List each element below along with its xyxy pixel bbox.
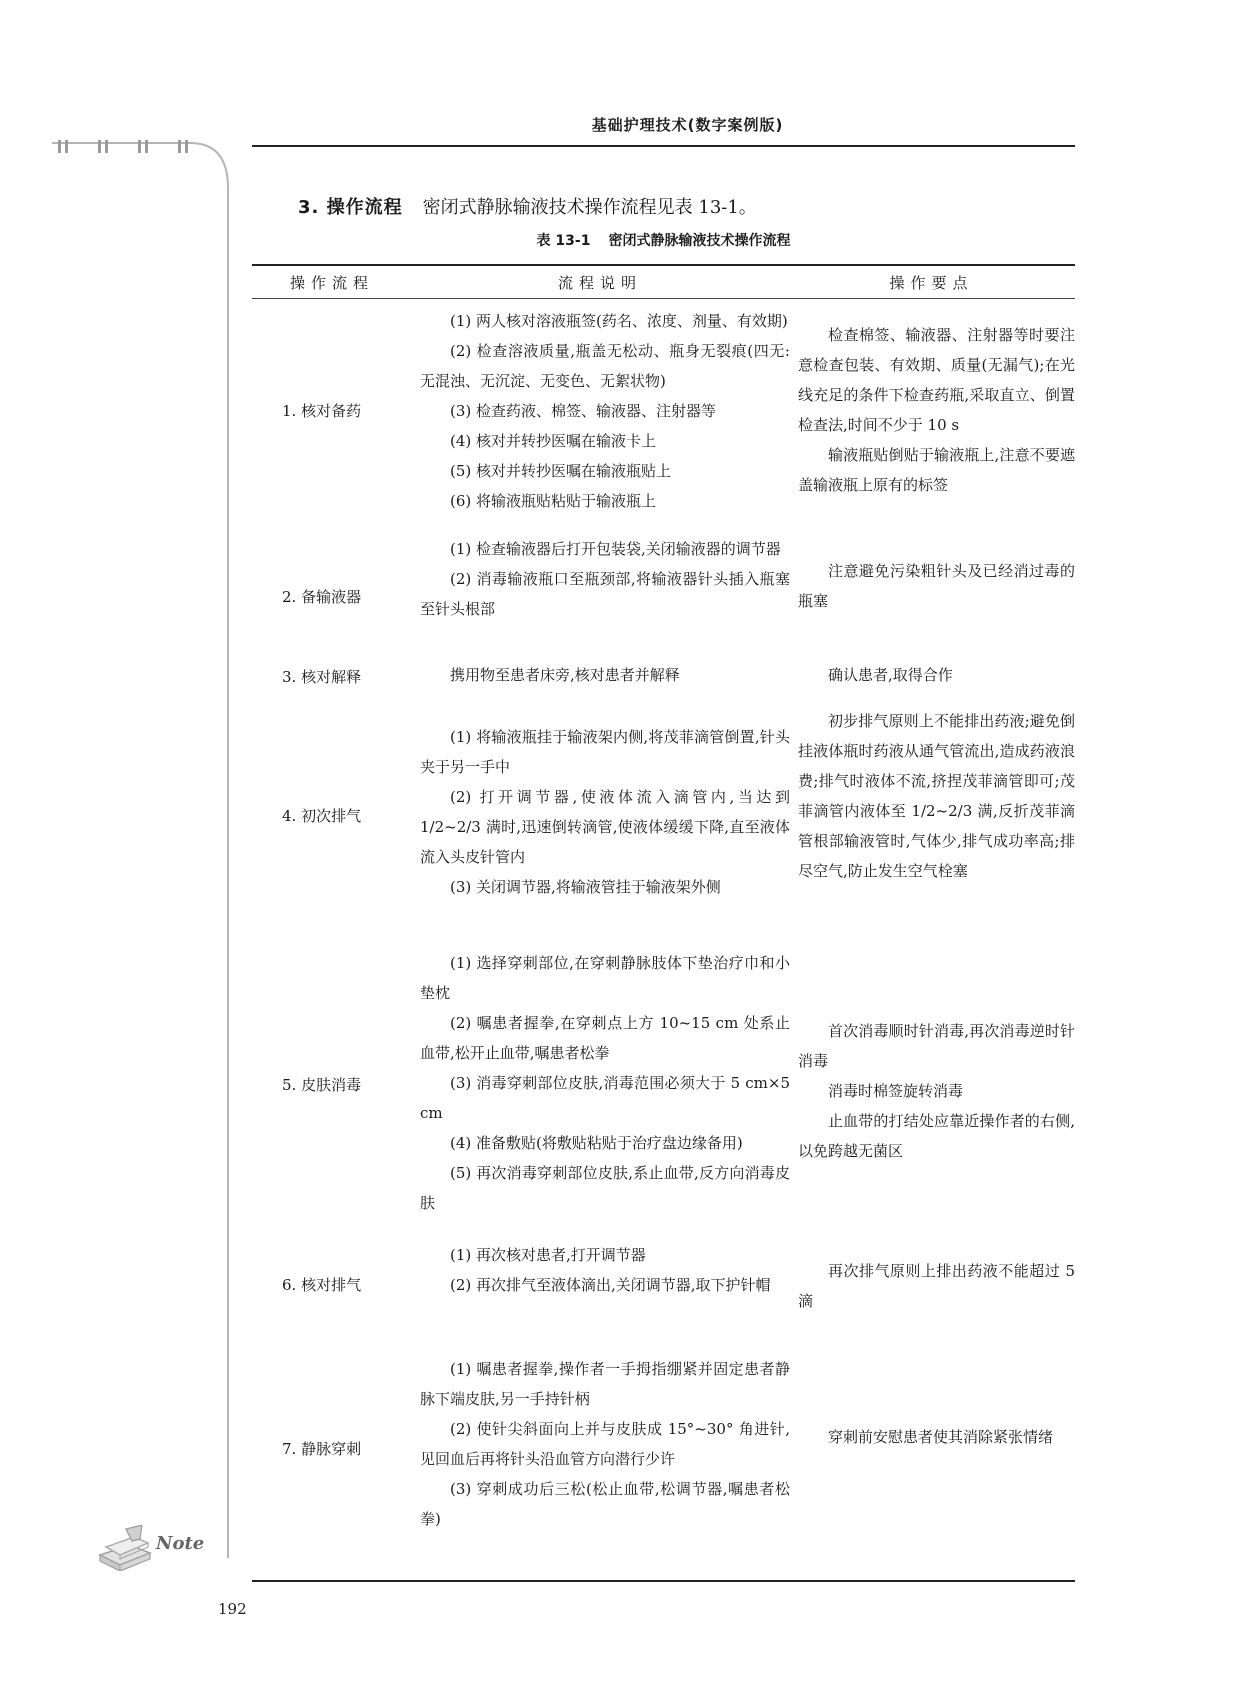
procedure-table	[252, 264, 1075, 1582]
key-points-cell	[798, 1256, 1075, 1316]
description-item: (3) 消毒穿刺部位皮肤,消毒范围必须大于 5 cm×5 cm	[420, 1074, 790, 1122]
section-text: 密闭式静脉输液技术操作流程见表 13-1。	[422, 197, 757, 218]
description-item: (6) 将输液瓶贴粘贴于输液瓶上	[450, 492, 657, 510]
description-cell	[420, 948, 790, 1218]
description-cell	[420, 1354, 790, 1534]
key-points-cell	[798, 320, 1075, 500]
margin-tick-marks	[58, 140, 188, 153]
description-item: (2) 嘱患者握拳,在穿刺点上方 10~15 cm 处系止血带,松开止血带,嘱患者松拳	[420, 1014, 790, 1062]
description-item: (3) 关闭调节器,将输液管挂于输液架外侧	[450, 878, 721, 896]
description-item: (1) 将输液瓶挂于输液架内侧,将茂菲滴管倒置,针头夹于另一手中	[420, 728, 790, 776]
key-point: 首次消毒顺时针消毒,再次消毒逆时针消毒	[798, 1022, 1075, 1070]
key-point: 确认患者,取得合作	[828, 666, 953, 684]
page-number: 192	[218, 1600, 247, 1618]
key-point: 检查棉签、输液器、注射器等时要注意检查包装、有效期、质量(无漏气);在光线充足的条件下检查药瓶,采取直立、倒置检查法,时间不少于 10 s	[798, 326, 1075, 434]
description-item: (2) 打开调节器,使液体流入滴管内,当达到 1/2~2/3 满时,迅速倒转滴管,使液体缓缓下降,直至液体流入头皮针管内	[420, 788, 790, 866]
description-item: (3) 穿刺成功后三松(松止血带,松调节器,嘱患者松拳)	[420, 1480, 790, 1528]
table-header-row	[252, 266, 1075, 299]
key-point: 再次排气原则上排出药液不能超过 5 滴	[798, 1262, 1075, 1310]
description-item: (5) 再次消毒穿刺部位皮肤,系止血带,反方向消毒皮肤	[420, 1164, 790, 1212]
section-line	[298, 193, 757, 219]
description-cell	[420, 722, 790, 902]
description-item: (2) 消毒输液瓶口至瓶颈部,将输液器针头插入瓶塞至针头根部	[420, 570, 790, 618]
key-point: 止血带的打结处应靠近操作者的右侧,以免跨越无菌区	[798, 1112, 1075, 1160]
header-rule	[252, 145, 1075, 147]
description-item: (4) 准备敷贴(将敷贴粘贴于治疗盘边缘备用)	[450, 1134, 743, 1152]
description-item: (1) 检查输液器后打开包装袋,关闭输液器的调节器	[450, 540, 781, 558]
key-point: 穿刺前安慰患者使其消除紧张情绪	[828, 1428, 1054, 1446]
key-points-cell	[798, 660, 1075, 690]
key-point: 初步排气原则上不能排出药液;避免倒挂液体瓶时药液从通气管流出,造成药液浪费;排气时液体不流,挤捏茂菲滴管即可;茂菲滴管内液体至 1/2~2/3 满,反折茂菲滴管根部输液管时,气体少,排气成功率高;排尽空气,防止发生空气栓塞	[798, 712, 1075, 880]
running-header: 基础护理技术(数字案例版)	[591, 116, 784, 134]
key-point: 消毒时棉签旋转消毒	[828, 1082, 964, 1100]
step-cell: 5. 皮肤消毒	[282, 1076, 362, 1094]
header-cell-description: 流程说明	[557, 273, 642, 292]
key-point: 输液瓶贴倒贴于输液瓶上,注意不要遮盖输液瓶上原有的标签	[798, 446, 1075, 494]
description-cell	[420, 1240, 790, 1300]
step-cell: 7. 静脉穿刺	[282, 1440, 362, 1458]
description-item: 携用物至患者床旁,核对患者并解释	[450, 666, 680, 684]
header-cell-key-points: 操作要点	[889, 273, 974, 292]
description-item: (1) 嘱患者握拳,操作者一手拇指绷紧并固定患者静脉下端皮肤,另一手持针柄	[420, 1360, 790, 1408]
key-points-cell	[798, 706, 1075, 886]
key-points-cell	[798, 1016, 1075, 1166]
description-cell	[420, 534, 790, 624]
table-caption-number: 表 13-1	[536, 233, 591, 249]
step-cell: 2. 备输液器	[282, 588, 362, 606]
step-cell: 6. 核对排气	[282, 1276, 362, 1294]
key-points-cell	[798, 1422, 1075, 1452]
header-cell-step: 操作流程	[289, 273, 374, 292]
margin-border-line	[0, 138, 240, 1558]
table-caption	[252, 230, 1075, 250]
note-logo	[96, 1525, 206, 1573]
step-cell: 1. 核对备药	[282, 402, 362, 420]
description-item: (4) 核对并转抄医嘱在输液卡上	[450, 432, 657, 450]
description-item: (3) 检查药液、棉签、输液器、注射器等	[450, 402, 717, 420]
note-logo-text: Note	[156, 1533, 205, 1554]
description-item: (2) 使针尖斜面向上并与皮肤成 15°~30° 角进针,见回血后再将针头沿血管方向潜行少许	[420, 1420, 790, 1468]
description-item: (5) 核对并转抄医嘱在输液瓶贴上	[450, 462, 672, 480]
step-cell: 4. 初次排气	[282, 807, 362, 825]
description-item: (2) 再次排气至液体滴出,关闭调节器,取下护针帽	[450, 1276, 771, 1294]
description-item: (1) 选择穿刺部位,在穿刺静脉肢体下垫治疗巾和小垫枕	[420, 954, 790, 1002]
description-item: (1) 再次核对患者,打开调节器	[450, 1246, 646, 1264]
description-item: (1) 两人核对溶液瓶签(药名、浓度、剂量、有效期)	[450, 312, 788, 330]
table-caption-title: 密闭式静脉输液技术操作流程	[608, 233, 791, 249]
description-cell	[420, 306, 790, 516]
key-point: 注意避免污染粗针头及已经消过毒的瓶塞	[798, 562, 1075, 610]
description-item: (2) 检查溶液质量,瓶盖无松动、瓶身无裂痕(四无:无混浊、无沉淀、无变色、无絮状物)	[420, 342, 790, 390]
section-heading: 3. 操作流程	[298, 197, 403, 218]
key-points-cell	[798, 556, 1075, 616]
book-stack-icon	[96, 1525, 156, 1571]
step-cell: 3. 核对解释	[282, 668, 362, 686]
description-cell	[420, 660, 790, 690]
